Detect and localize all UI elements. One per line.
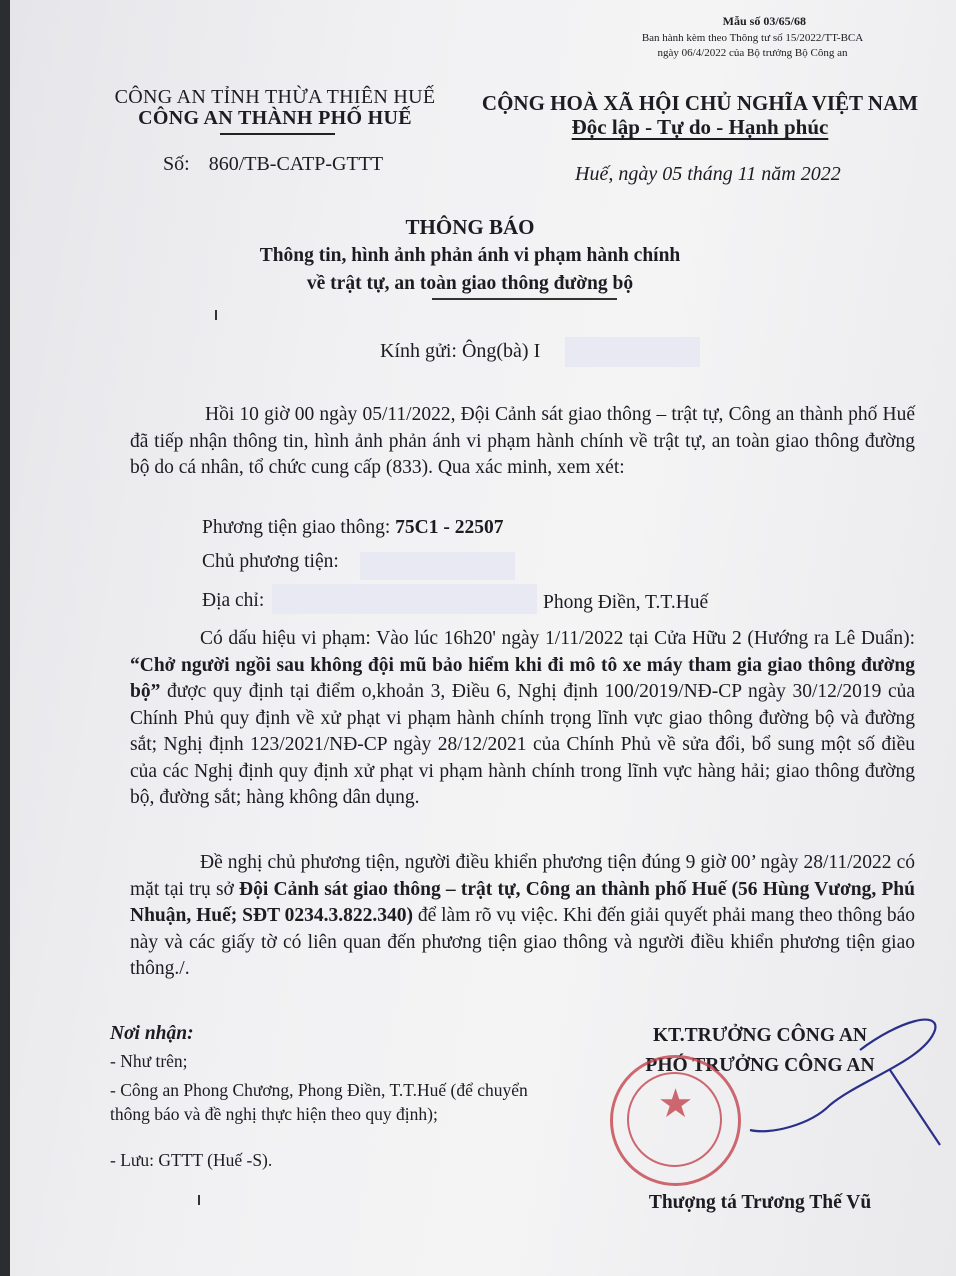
recipients-title: Nơi nhận: <box>110 1023 194 1044</box>
signer-name: Thượng tá Trương Thế Vũ <box>648 1192 872 1213</box>
recipients-item-1: - Như trên; <box>110 1051 188 1071</box>
agency-underline <box>220 133 335 135</box>
request-intro: Đề nghị chủ phương tiện, người điều khiển phương tiện đúng 9 giờ 00’ ngày 28/11/2022 có mặt tại trụ sở <box>130 852 915 900</box>
doc-date: Huế, ngày 05 tháng 11 năm 2022 <box>575 163 841 185</box>
agency-name <box>110 107 440 130</box>
form-number: Mẫu số 03/65/68 <box>722 14 806 28</box>
paragraph-violation <box>130 626 915 812</box>
redaction-address <box>272 584 537 614</box>
paragraph-intro: Hồi 10 giờ 00 ngày 05/11/2022, Đội Cảnh sát giao thông – trật tự, Công an thành phố Huế đã tiếp nhận thông tin, hình ảnh phản ánh vi phạm hành chính về trật tự, an toàn giao thông đường bộ do cá nhân, tổ chức cung cấp (833). Qua xác minh, xem xét: <box>130 404 915 478</box>
paragraph-request <box>130 850 915 983</box>
redaction-owner <box>360 552 515 580</box>
doc-subtitle-1: Thông tin, hình ảnh phản ánh vi phạm hành chính <box>259 245 681 266</box>
doc-number-label: Số: <box>163 153 190 175</box>
violation-intro: Có dấu hiệu vi phạm: Vào lúc 16h20' ngày 1/11/2022 tại Cửa Hữu 2 (Hướng ra Lê Duẩn): <box>200 628 915 649</box>
doc-title: THÔNG BÁO <box>405 215 535 239</box>
agency-parent: CÔNG AN TỈNH THỪA THIÊN HUẾ <box>114 86 436 108</box>
form-note-line-2: ngày 06/4/2022 của Bộ trưởng Bộ Công an <box>657 47 848 59</box>
vehicle-plate: 75C1 - 22507 <box>395 517 504 538</box>
country-name: CỘNG HOÀ XÃ HỘI CHỦ NGHĨA VIỆT NAM <box>481 91 919 115</box>
form-note-line-1: Ban hành kèm theo Thông tư số 15/2022/TT-BCA <box>641 32 864 44</box>
violation-legal: được quy định tại điểm o,khoản 3, Điều 6, Nghị định 100/2019/NĐ-CP ngày 30/12/2019 của Chính Phủ quy định về xử phạt vi phạm hành chính trọng lĩnh vực giao thông đường bộ và đường sắt; Nghị định 123/2021/NĐ-CP ngày 28/12/2021 của Chính Phủ về sửa đổi, bổ sung một số điều của các Nghị định quy định xử phạt vi phạm hành chính trong lĩnh vực hàng hải; giao thông đường bộ, đường sắt; hàng không dân dụng. <box>130 681 916 808</box>
signature-mark <box>710 1010 950 1150</box>
redaction-recipient <box>565 337 700 367</box>
doc-number-value: 860/TB-CATP-GTTT <box>208 153 384 175</box>
signer-position-2: PHÓ TRƯỞNG CÔNG AN <box>645 1055 875 1076</box>
owner-label: Chủ phương tiện: <box>202 551 339 572</box>
request-place: Đội Cảnh sát giao thông – trật tự, Công an thành phố Huế (56 Hùng Vương, Phú Nhuận, Huế; SĐT 0234.3.822.340) <box>130 878 916 926</box>
motto: Độc lập - Tự do - Hạnh phúc <box>571 115 829 139</box>
address-label: Địa chỉ: <box>202 590 265 611</box>
signer-position-1: KT.TRƯỞNG CÔNG AN <box>653 1025 867 1046</box>
margin-mark <box>198 1195 200 1205</box>
request-end: để làm rõ vụ việc. Khi đến giải quyết phải mang theo thông báo này và các giấy tờ có liên quan đến phương tiện giao thông và người điều khiển phương tiện giao thông./. <box>130 905 915 979</box>
title-underline <box>432 298 617 300</box>
margin-mark <box>215 310 217 320</box>
doc-subtitle-2: về trật tự, an toàn giao thông đường bộ <box>306 273 634 294</box>
address-value: Phong Điền, T.T.Huế <box>543 592 709 613</box>
agency-name-text: CÔNG AN THÀNH PHỐ HUẾ <box>138 107 412 129</box>
recipients-item-3: - Lưu: GTTT (Huế -S). <box>110 1150 273 1170</box>
doc-number <box>163 153 383 176</box>
vehicle-line <box>202 517 503 539</box>
recipient: Kính gửi: Ông(bà) I <box>380 340 541 362</box>
recipients-item-2: - Công an Phong Chương, Phong Điền, T.T.Huế (để chuyển thông báo và đề nghị thực hiện theo quy định); <box>110 1080 528 1124</box>
violation-act: “Chở người ngồi sau không đội mũ bảo hiểm khi đi mô tô xe máy tham gia giao thông đường bộ” <box>130 654 915 702</box>
star-icon: ★ <box>657 1081 694 1126</box>
document-page <box>10 0 956 1276</box>
vehicle-label: Phương tiện giao thông: <box>202 517 391 538</box>
